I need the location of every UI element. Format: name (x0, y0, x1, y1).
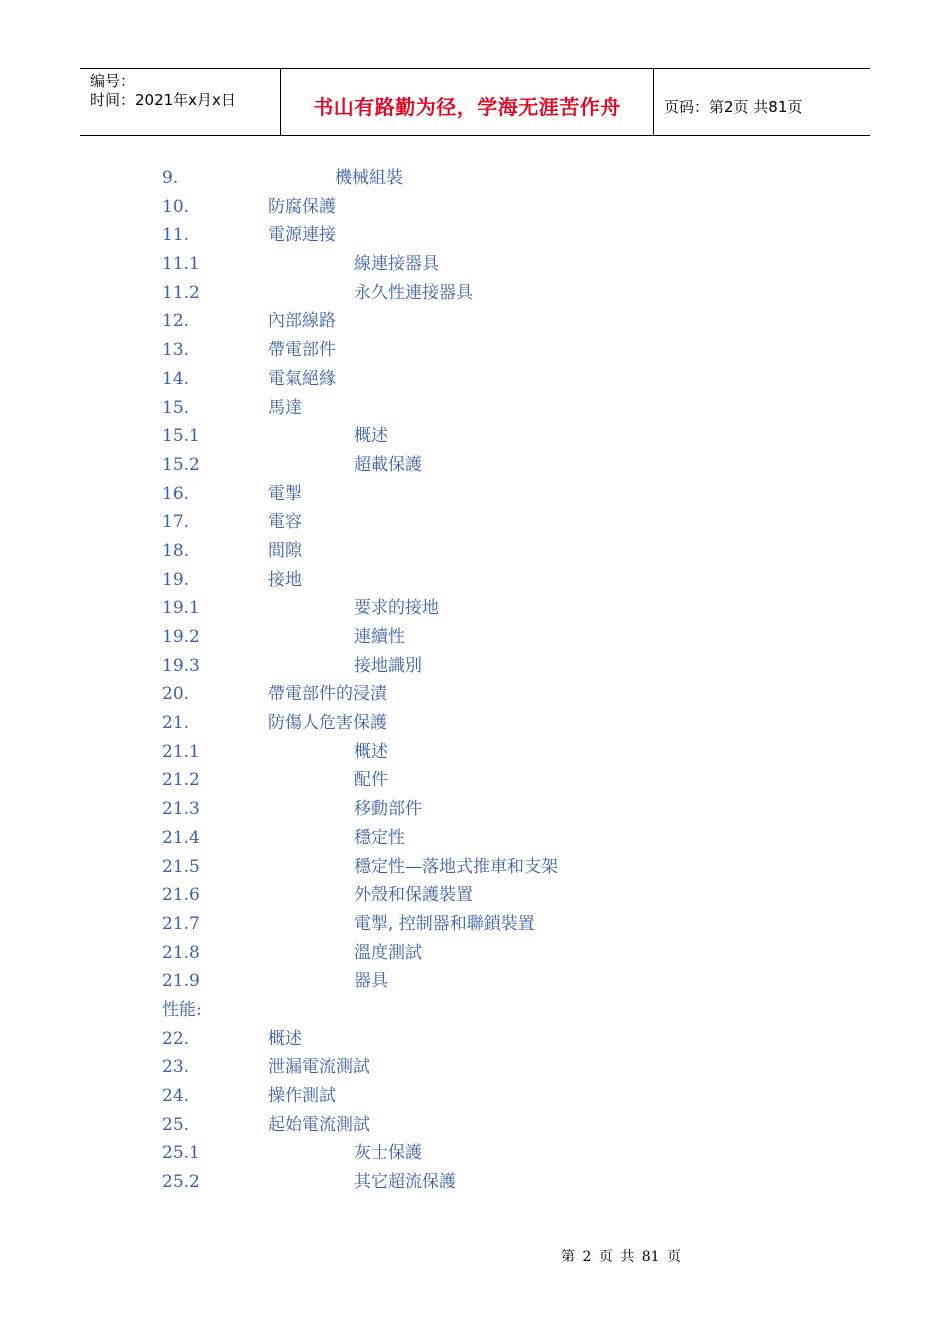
toc-entry-number: 14. (162, 368, 190, 389)
toc-entry-title: 內部線路 (268, 311, 336, 332)
toc-entry-title: 電源連接 (268, 225, 336, 246)
toc-entry (0, 623, 950, 652)
toc-entry-number: 21.2 (162, 770, 200, 791)
toc-entry-title: 防傷人危害保護 (268, 713, 387, 734)
toc-entry (0, 652, 950, 681)
toc-entry-title: 概述 (354, 426, 388, 447)
toc-entry-number: 12. (162, 311, 190, 332)
toc-entry-title: 電容 (268, 512, 302, 533)
toc-entry-number: 17. (162, 512, 190, 533)
toc-entry-number: 15. (162, 397, 190, 418)
toc-entry-number: 25. (162, 1114, 190, 1135)
page-footer (0, 1246, 950, 1266)
toc-entry-title: 超載保護 (354, 454, 422, 475)
toc-entry-title: 概述 (268, 1028, 302, 1049)
toc-entry (0, 480, 950, 509)
toc-entry (0, 766, 950, 795)
toc-entry (0, 853, 950, 882)
toc-entry-title: 其它超流保護 (354, 1172, 456, 1193)
toc-entry-number: 11. (162, 225, 190, 246)
toc-entry (0, 1168, 950, 1197)
toc-entry-title: 泄漏電流測試 (268, 1057, 370, 1078)
toc-entry-number: 19.1 (162, 598, 200, 619)
toc-entry (0, 221, 950, 250)
toc-entry (0, 566, 950, 595)
header-page-info (664, 69, 870, 139)
toc-entry-title: 間隙 (268, 540, 302, 561)
toc-entry (0, 537, 950, 566)
toc-entry-number: 19.2 (162, 627, 200, 647)
toc-entry-number: 10. (162, 196, 190, 217)
toc-entry-number: 21. (162, 713, 190, 734)
toc-entry (0, 1111, 950, 1140)
toc-entry (0, 594, 950, 623)
toc-entry-number: 22. (162, 1028, 190, 1049)
toc-entry (0, 1025, 950, 1054)
toc-entry (0, 250, 950, 279)
toc-entry (0, 422, 950, 451)
time-label: 时间：2021年x月x日 (90, 91, 236, 109)
toc-entry-number: 25.1 (162, 1143, 200, 1164)
toc-entry-title: 配件 (354, 770, 388, 791)
toc-entry (0, 193, 950, 222)
toc-entry-title: 穩定性—落地式推車和支架 (354, 856, 558, 877)
toc-entry-number: 21.5 (162, 856, 200, 877)
toc-entry-title: 灰士保護 (354, 1143, 422, 1164)
header-meta-cell (80, 69, 281, 135)
toc-entry (0, 279, 950, 308)
toc-entry (0, 1053, 950, 1082)
toc-entry (0, 709, 950, 738)
toc-entry-number: 24. (162, 1086, 190, 1106)
toc-entry-number: 9. (162, 168, 179, 188)
toc-entry-title: 接地識別 (354, 655, 422, 676)
toc-entry-title: 機械組裝 (335, 168, 403, 188)
toc-entry-number: 11.1 (162, 254, 200, 275)
toc-entry-number: 21.6 (162, 885, 200, 906)
toc-entry (0, 910, 950, 939)
toc-entry-number: 15.1 (162, 426, 200, 447)
toc-entry-number: 性能: (162, 999, 202, 1020)
toc-entry-title: 馬達 (268, 397, 302, 418)
toc-entry (0, 738, 950, 767)
footer-page-number: 第 2 页 共 81 页 (561, 1249, 681, 1265)
toc-entry-number: 21.9 (162, 971, 200, 992)
toc-entry-title: 電氣絕緣 (268, 368, 336, 389)
toc-entry-title: 連續性 (354, 627, 405, 647)
toc-entry-number: 23. (162, 1057, 190, 1078)
toc-entry-number: 19.3 (162, 655, 200, 676)
toc-entry-number: 15.2 (162, 454, 200, 475)
toc-entry-title: 電掣, 控制器和聯鎖裝置 (354, 913, 535, 934)
toc-entry (0, 967, 950, 996)
page-info-text: 页码：第2页 共81页 (664, 97, 803, 116)
table-of-contents (0, 164, 950, 1197)
toc-entry (0, 451, 950, 480)
toc-entry-title: 操作測試 (268, 1086, 336, 1106)
toc-entry-number: 21.7 (162, 913, 200, 934)
toc-entry (0, 164, 950, 193)
toc-entry (0, 394, 950, 423)
toc-entry-title: 電掣 (268, 483, 302, 504)
toc-entry (0, 1082, 950, 1111)
toc-entry-title: 移動部件 (354, 799, 422, 820)
toc-entry-number: 16. (162, 483, 190, 504)
toc-entry (0, 881, 950, 910)
toc-entry-title: 防腐保護 (268, 196, 336, 217)
toc-entry-title: 永久性連接器具 (354, 282, 473, 303)
toc-entry-number: 21.4 (162, 827, 200, 848)
toc-entry-number: 21.8 (162, 942, 200, 963)
toc-entry-number: 25.2 (162, 1172, 200, 1193)
toc-entry-title: 帶電部件的浸漬 (268, 684, 387, 705)
toc-entry-title: 帶電部件 (268, 340, 336, 361)
toc-entry-number: 19. (162, 569, 190, 590)
page-header (80, 68, 870, 136)
toc-entry (0, 996, 950, 1025)
toc-entry (0, 508, 950, 537)
toc-entry-title: 溫度測試 (354, 942, 422, 963)
toc-entry (0, 336, 950, 365)
toc-entry-number: 18. (162, 540, 190, 561)
toc-entry-title: 器具 (354, 971, 388, 992)
toc-entry (0, 307, 950, 336)
toc-entry (0, 365, 950, 394)
toc-entry-number: 11.2 (162, 282, 200, 303)
toc-entry-title: 起始電流測試 (268, 1114, 370, 1135)
toc-entry (0, 680, 950, 709)
code-label: 编号： (90, 72, 136, 90)
toc-entry-number: 21.3 (162, 799, 200, 820)
toc-entry-title: 線連接器具 (354, 254, 439, 275)
toc-entry-title: 概述 (354, 741, 388, 762)
toc-entry (0, 1139, 950, 1168)
toc-entry-number: 20. (162, 684, 190, 705)
toc-entry-number: 21.1 (162, 741, 200, 762)
toc-entry (0, 824, 950, 853)
toc-entry-title: 接地 (268, 569, 302, 590)
toc-entry-title: 要求的接地 (354, 598, 439, 619)
toc-entry-number: 13. (162, 340, 190, 361)
toc-entry (0, 939, 950, 968)
toc-entry-title: 外殼和保護裝置 (354, 885, 473, 906)
toc-entry-title: 穩定性 (354, 827, 405, 848)
header-motto: 书山有路勤为径，学海无涯苦作舟 (281, 69, 654, 135)
toc-entry (0, 795, 950, 824)
